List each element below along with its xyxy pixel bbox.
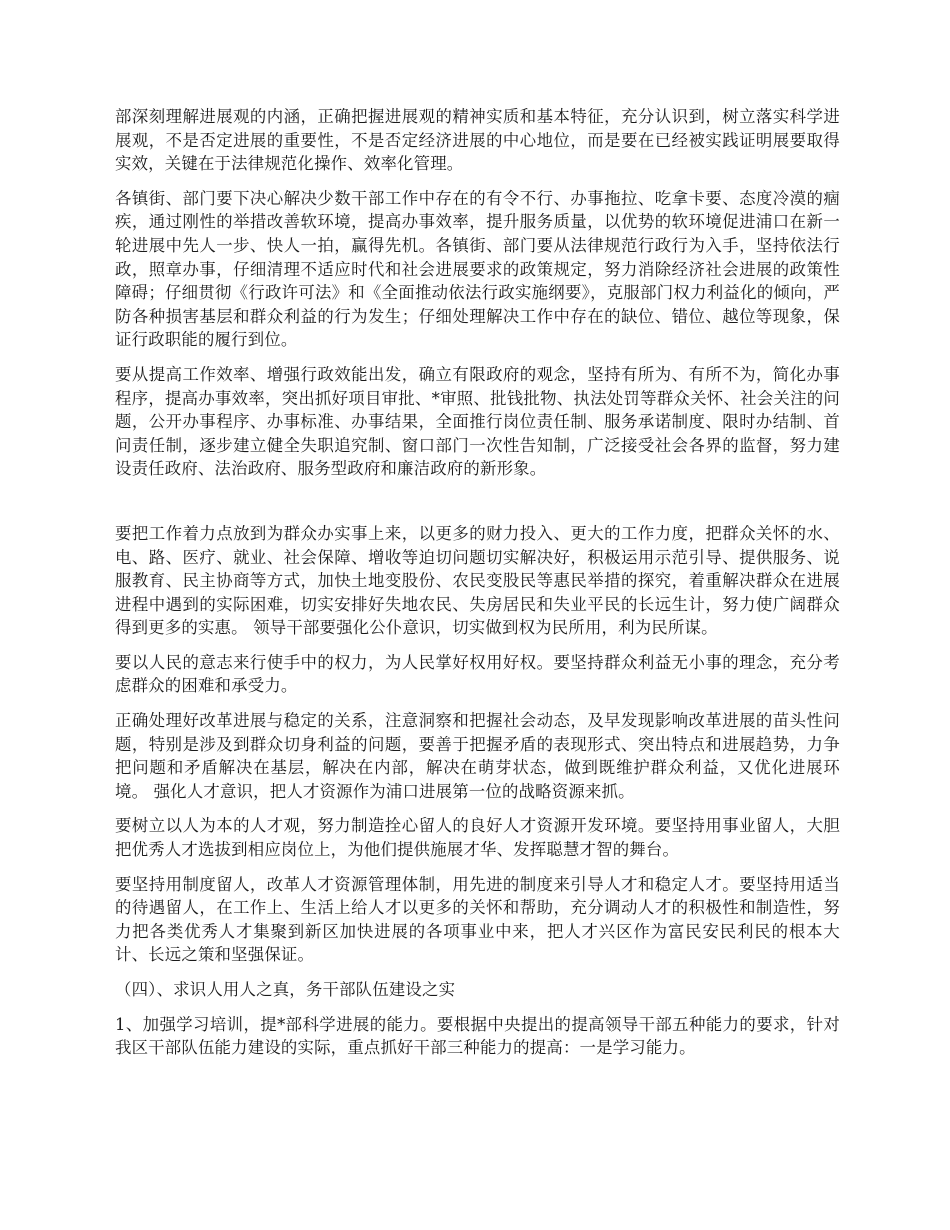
paragraph: 部深刻理解进展观的内涵，正确把握进展观的精神实质和基本特征，充分认识到，树立落实科学进展观，不是否定进展的重要性，不是否定经济进展的中心地位，而是要在已经被实践证明展要取得实效，关键在于法律规范化操作、效率化管理。 — [115, 107, 840, 174]
paragraph: 要从提高工作效率、增强行政效能出发，确立有限政府的观念，坚持有所为、有所不为，简化办事程序，提高办事效率，突出抓好项目审批、*审照、批钱批物、执法处罚等群众关怀、社会关注的问题，公开办事程序、办事标准、办事结果，全面推行岗位责任制、服务承诺制度、限时办结制、首问责任制，逐步建立健全失职追究制、窗口部门一次性告知制，广泛接受社会各界的监督，努力建设责任政府、法治政府、服务型政府和廉洁政府的新形象。 — [115, 364, 840, 479]
paragraph: 要坚持用制度留人，改革人才资源管理体制，用先进的制度来引导人才和稳定人才。要坚持用适当的待遇留人，在工作上、生活上给人才以更多的关怀和帮助，充分调动人才的积极性和制造性，努力把各类优秀人才集聚到新区加快进展的各项事业中来，把人才兴区作为富民安民利民的根本大计、长远之策和坚强保证。 — [115, 874, 840, 965]
section-gap — [115, 492, 840, 522]
paragraph: 要树立以人为本的人才观，努力制造拴心留人的良好人才资源开发环境。要坚持用事业留人，大胆把优秀人才选拔到相应岗位上，为他们提供施展才华、发挥聪慧才智的舞台。 — [115, 816, 840, 860]
document-body — [115, 105, 840, 1071]
paragraph: 各镇街、部门要下决心解决少数干部工作中存在的有令不行、办事拖拉、吃拿卡要、态度冷漠的痼疾，通过刚性的举措改善软环境，提高办事效率，提升服务质量，以优势的软环境促进浦口在新一轮进展中先人一步、快人一拍，赢得先机。各镇街、部门要从法律规范行政行为入手，坚持依法行政，照章办事，仔细清理不适应时代和社会进展要求的政策规定，努力消除经济社会进展的政策性障碍；仔细贯彻《行政许可法》和《全面推动依法行政实施纲要》，克服部门权力利益化的倾向，严防各种损害基层和群众利益的行为发生；仔细处理解决工作中存在的缺位、错位、越位等现象，保证行政职能的履行到位。 — [115, 188, 840, 350]
paragraph: 要把工作着力点放到为群众办实事上来，以更多的财力投入、更大的工作力度，把群众关怀的水、电、路、医疗、就业、社会保障、增收等迫切问题切实解决好，积极运用示范引导、提供服务、说服教育、民主协商等方式，加快土地变股份、农民变股民等惠民举措的探究，着重解决群众在进展进程中遇到的实际困难，切实安排好失地农民、失房居民和失业平民的长远生计，努力使广阔群众得到更多的实惠。 领导干部要强化公仆意识，切实做到权为民所用，利为民所谋。 — [115, 523, 840, 638]
paragraph: 要以人民的意志来行使手中的权力，为人民掌好权用好权。要坚持群众利益无小事的理念，充分考虑群众的困难和承受力。 — [115, 652, 840, 696]
section-heading: （四）、求识人用人之真，务干部队伍建设之实 — [115, 980, 456, 999]
paragraph: 正确处理好改革进展与稳定的关系，注意洞察和把握社会动态，及早发现影响改革进展的苗头性问题，特别是涉及到群众切身利益的问题，要善于把握矛盾的表现形式、突出特点和进展趋势，力争把问题和矛盾解决在基层，解决在内部，解决在萌芽状态，做到既维护群众利益，又优化进展环境。 强化人才意识，把人才资源作为浦口进展第一位的战略资源来抓。 — [115, 711, 840, 801]
paragraph: 1、加强学习培训，提*部科学进展的能力。要根据中央提出的提高领导干部五种能力的要求，针对我区干部队伍能力建设的实际，重点抓好干部三种能力的提高：一是学习能力。 — [115, 1014, 840, 1058]
